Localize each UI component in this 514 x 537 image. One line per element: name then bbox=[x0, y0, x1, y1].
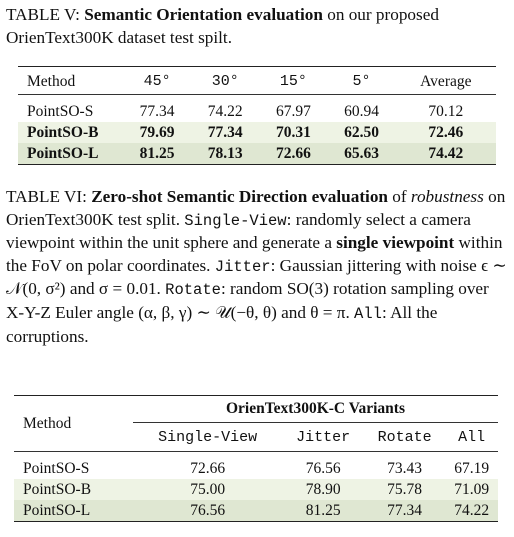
table6-col-all: All bbox=[458, 428, 486, 446]
table6-caption-of: of bbox=[392, 187, 407, 206]
value-cell: 79.69 bbox=[139, 123, 175, 141]
all-term: All bbox=[354, 304, 382, 323]
table5-col-45: 45° bbox=[143, 73, 171, 90]
table6-caption-prefix: TABLE VI: bbox=[6, 187, 87, 206]
table5-col-method: Method bbox=[27, 72, 76, 90]
table6-col-method: Method bbox=[23, 414, 72, 432]
table6-caption-text: on OrienText300K test split. bbox=[6, 187, 506, 229]
value-cell: 70.31 bbox=[275, 123, 311, 141]
value-cell: 67.19 bbox=[454, 459, 490, 477]
method-cell: PointSO-L bbox=[27, 144, 99, 162]
all-desc: : All the corruptions. bbox=[6, 302, 438, 346]
method-cell: PointSO-B bbox=[27, 123, 99, 141]
value-cell: 81.25 bbox=[305, 501, 341, 519]
table6-caption-robustness: robustness bbox=[410, 187, 484, 206]
table6-row bbox=[14, 458, 498, 479]
single-viewpoint-term: single viewpoint bbox=[336, 233, 455, 253]
table6-row bbox=[14, 500, 498, 522]
table5-caption bbox=[6, 4, 508, 49]
value-cell: 62.50 bbox=[344, 123, 379, 141]
value-cell: 81.25 bbox=[139, 144, 175, 162]
method-cell: PointSO-B bbox=[23, 480, 92, 498]
value-cell: 77.34 bbox=[387, 501, 423, 519]
table5-row bbox=[18, 122, 496, 143]
single-view-desc: : randomly select a camera viewpoint within the unit sphere and generate a bbox=[6, 209, 471, 253]
value-cell: 78.13 bbox=[207, 144, 243, 162]
table5-col-5: 5° bbox=[352, 73, 371, 90]
table5 bbox=[18, 66, 496, 165]
table6-row bbox=[14, 479, 498, 500]
single-view-term: Single-View bbox=[184, 211, 287, 230]
table5-caption-title: Semantic Orientation evaluation bbox=[84, 5, 323, 24]
table6-col-rotate: Rotate bbox=[377, 428, 432, 446]
value-cell: 75.00 bbox=[190, 480, 226, 498]
table6-caption-title: Zero-shot Semantic Direction evaluation bbox=[91, 187, 388, 206]
value-cell: 60.94 bbox=[344, 102, 379, 120]
value-cell: 75.78 bbox=[387, 480, 423, 498]
value-cell: 72.46 bbox=[428, 123, 464, 141]
value-cell: 76.56 bbox=[190, 501, 226, 519]
value-cell: 67.97 bbox=[275, 102, 311, 120]
table5-col-15: 15° bbox=[279, 73, 307, 90]
table6-group-header: OrienText300K-C Variants bbox=[133, 396, 498, 423]
value-cell: 73.43 bbox=[387, 459, 423, 477]
value-cell: 65.63 bbox=[344, 144, 379, 162]
value-cell: 72.66 bbox=[190, 459, 226, 477]
method-cell: PointSO-S bbox=[27, 102, 94, 120]
method-cell: PointSO-L bbox=[23, 501, 91, 519]
table5-header-row bbox=[18, 67, 496, 95]
value-cell: 78.90 bbox=[305, 480, 341, 498]
jitter-term: Jitter bbox=[214, 257, 271, 276]
table5-row bbox=[18, 101, 496, 122]
rotate-desc: : random SO(3) rotation sampling over X-Y-Z Euler angle (α, β, γ) ∼ 𝒰(−θ, θ) and θ = π. bbox=[6, 279, 489, 322]
value-cell: 74.22 bbox=[207, 102, 243, 120]
table5-col-average: Average bbox=[420, 72, 472, 90]
value-cell: 77.34 bbox=[207, 123, 243, 141]
method-cell: PointSO-S bbox=[23, 459, 90, 477]
table6-caption bbox=[6, 186, 508, 348]
value-cell: 76.56 bbox=[305, 459, 341, 477]
table5-caption-rest: on our proposed OrienText300K dataset test spilt. bbox=[6, 5, 439, 47]
value-cell: 74.22 bbox=[454, 501, 490, 519]
value-cell: 74.42 bbox=[428, 144, 464, 162]
rotate-term: Rotate bbox=[165, 281, 221, 300]
table6-col-single-view: Single-View bbox=[158, 428, 258, 446]
table5-col-30: 30° bbox=[211, 73, 239, 90]
table5-row bbox=[18, 143, 496, 165]
table5-caption-prefix: TABLE V: bbox=[6, 5, 80, 24]
jitter-desc: : Gaussian jittering with noise ϵ ∼ 𝒩(0, σ²) and σ = 0.01. bbox=[6, 255, 507, 299]
table6-col-jitter: Jitter bbox=[296, 428, 351, 446]
table6 bbox=[14, 395, 498, 522]
single-view-desc-2: within the FoV on polar coordinates. bbox=[6, 233, 503, 275]
value-cell: 71.09 bbox=[454, 480, 490, 498]
value-cell: 77.34 bbox=[139, 102, 175, 120]
value-cell: 72.66 bbox=[275, 144, 311, 162]
value-cell: 70.12 bbox=[428, 102, 464, 120]
table6-group-row bbox=[14, 396, 498, 423]
